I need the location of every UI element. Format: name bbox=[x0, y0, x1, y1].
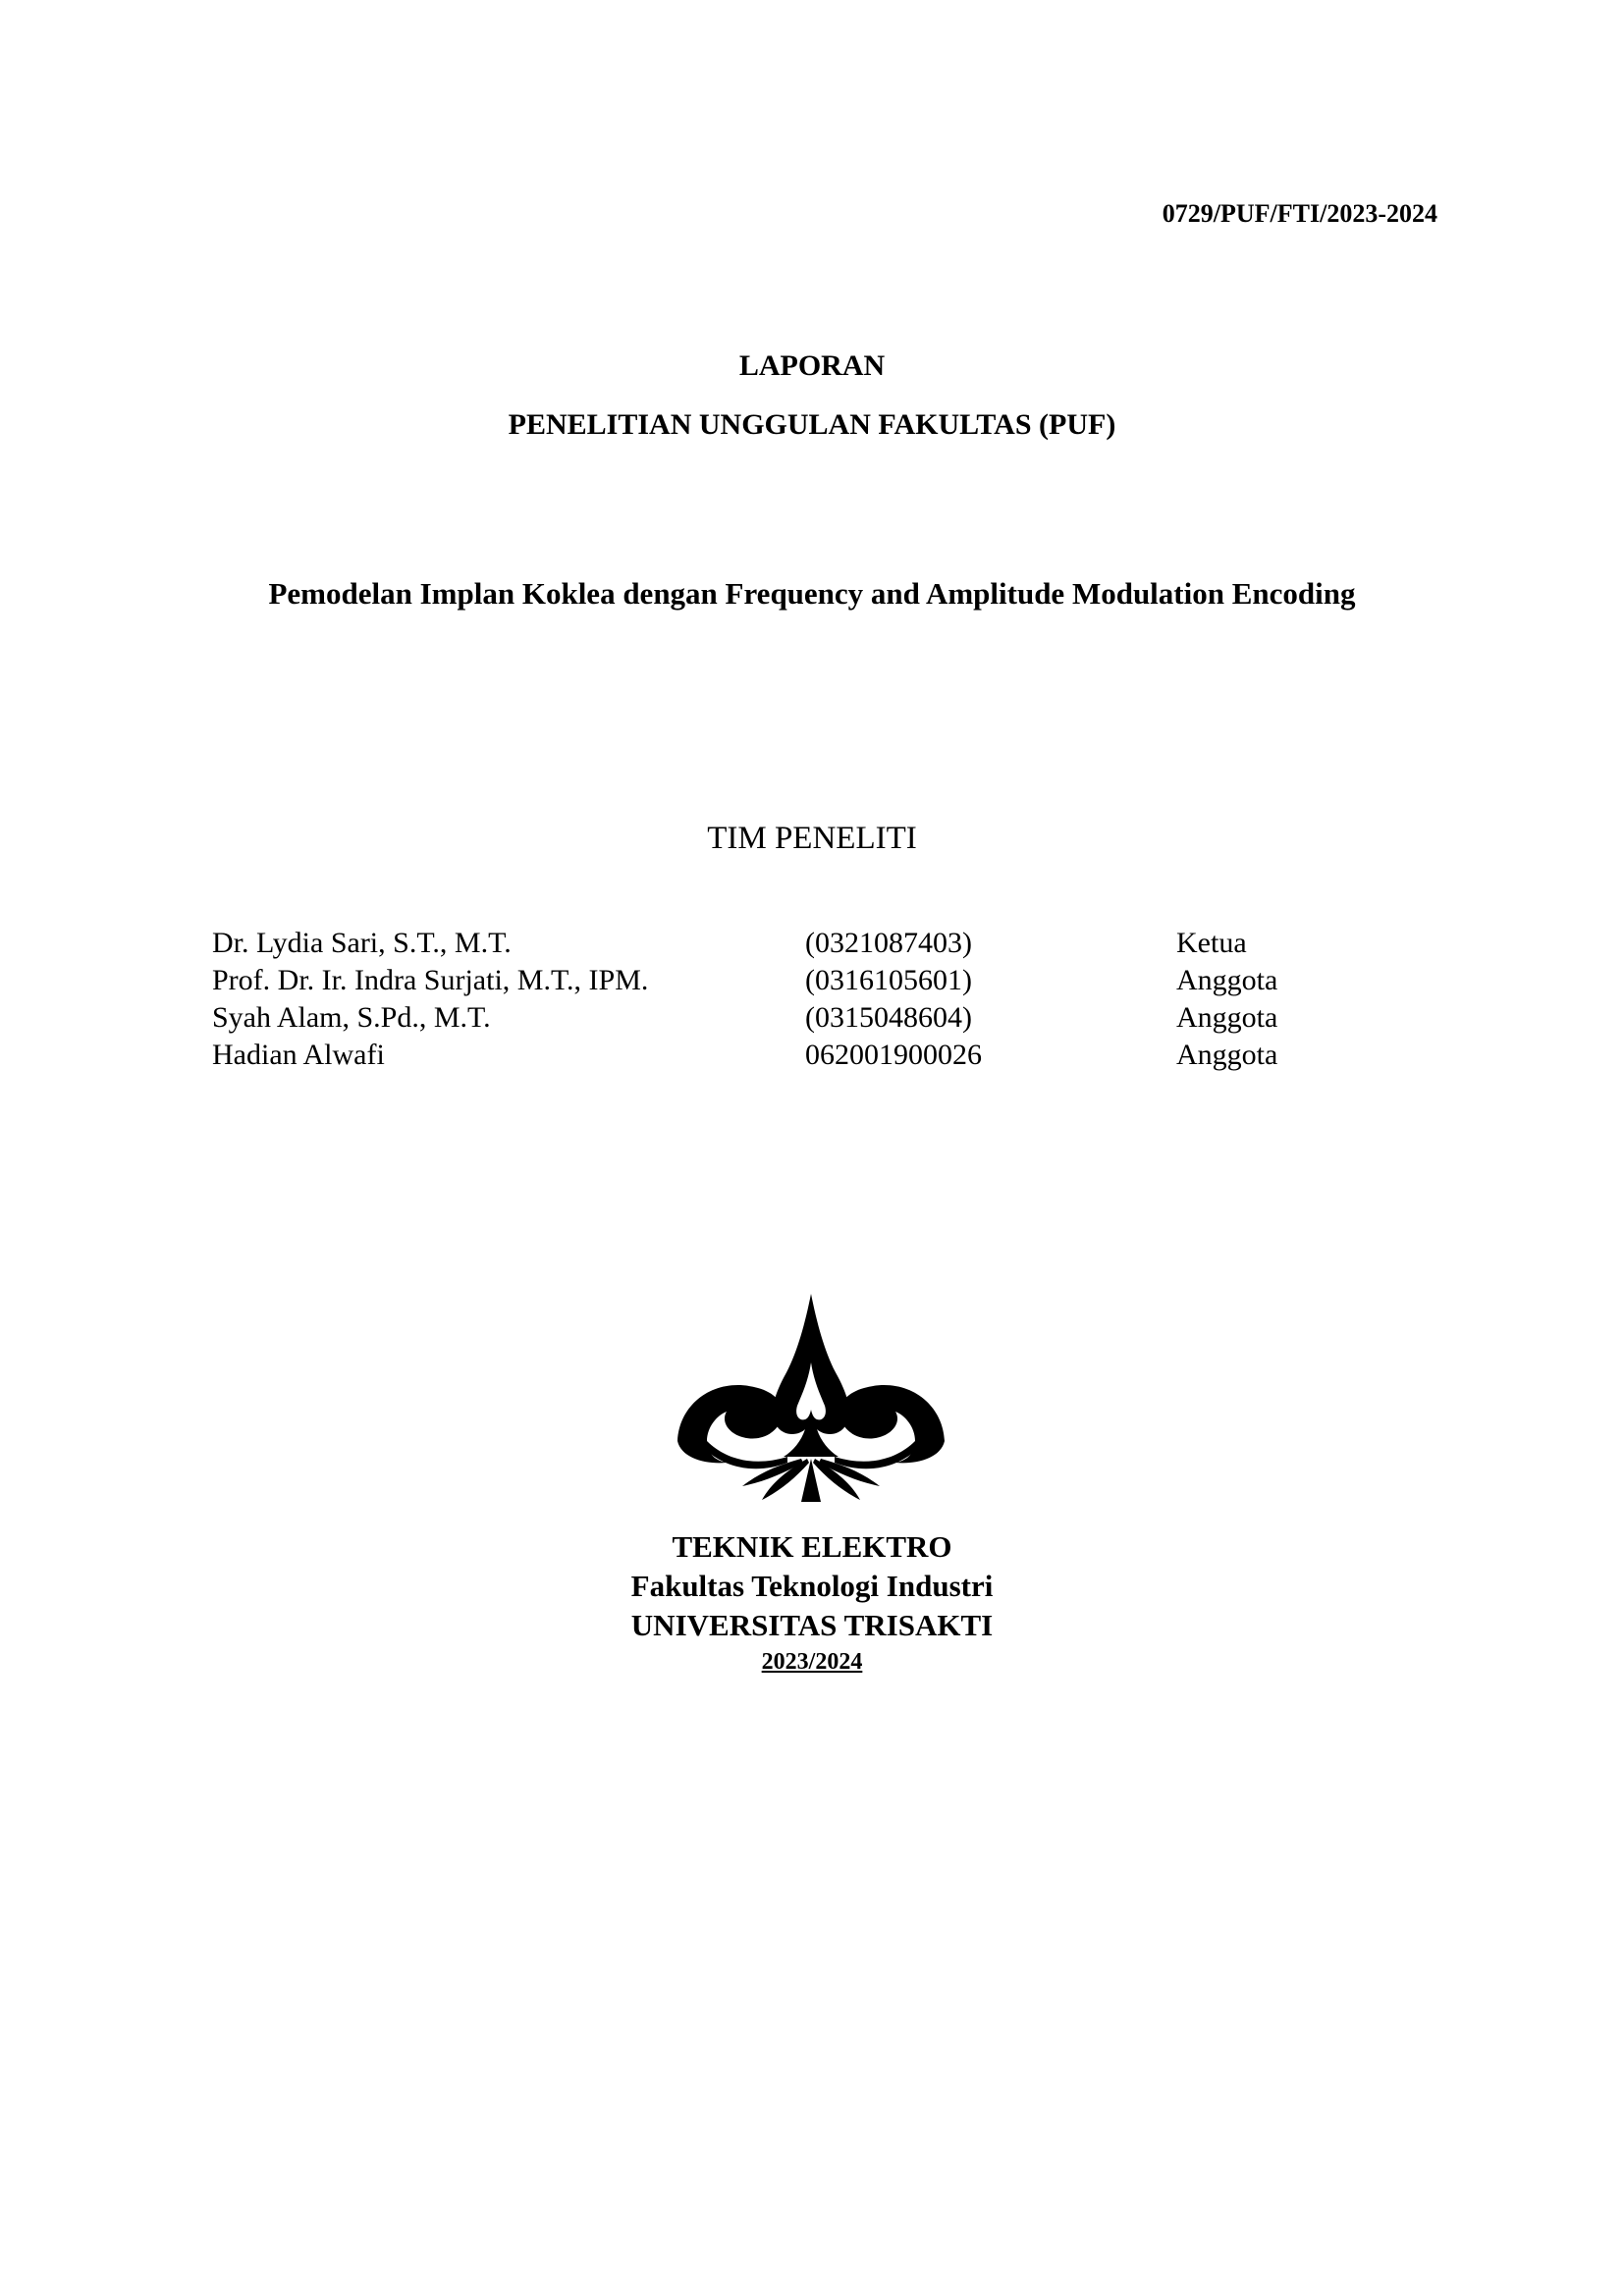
academic-year: 2023/2024 bbox=[761, 1649, 863, 1675]
team-member-row bbox=[212, 962, 1390, 999]
member-id: 062001900026 bbox=[805, 1039, 982, 1071]
faculty-name: Fakultas Teknologi Industri bbox=[630, 1569, 994, 1603]
member-name: Hadian Alwafi bbox=[212, 1039, 385, 1071]
universitas-trisakti-emblem-icon bbox=[677, 1294, 945, 1502]
research-title: Pemodelan Implan Koklea dengan Frequency and Amplitude Modulation Encoding bbox=[268, 576, 1356, 611]
member-id: (0315048604) bbox=[805, 1001, 972, 1034]
team-member-row bbox=[212, 999, 1390, 1037]
team-heading: TIM PENELITI bbox=[707, 821, 917, 856]
member-name: Syah Alam, S.Pd., M.T. bbox=[212, 1001, 491, 1034]
member-name: Prof. Dr. Ir. Indra Surjati, M.T., IPM. bbox=[212, 964, 649, 996]
member-name: Dr. Lydia Sari, S.T., M.T. bbox=[212, 927, 512, 959]
report-program-title: PENELITIAN UNGGULAN FAKULTAS (PUF) bbox=[508, 408, 1116, 441]
team-member-row bbox=[212, 1037, 1390, 1074]
document-number: 0729/PUF/FTI/2023-2024 bbox=[1162, 199, 1437, 228]
member-role: Anggota bbox=[1176, 964, 1278, 996]
member-role: Ketua bbox=[1176, 927, 1247, 959]
team-member-list bbox=[212, 925, 1390, 1074]
team-member-row bbox=[212, 925, 1390, 962]
member-id: (0321087403) bbox=[805, 927, 972, 959]
member-role: Anggota bbox=[1176, 1001, 1278, 1034]
member-role: Anggota bbox=[1176, 1039, 1278, 1071]
report-type-title: LAPORAN bbox=[738, 349, 886, 382]
university-name: UNIVERSITAS TRISAKTI bbox=[630, 1608, 994, 1642]
department-name: TEKNIK ELEKTRO bbox=[672, 1529, 952, 1564]
member-id: (0316105601) bbox=[805, 964, 972, 996]
